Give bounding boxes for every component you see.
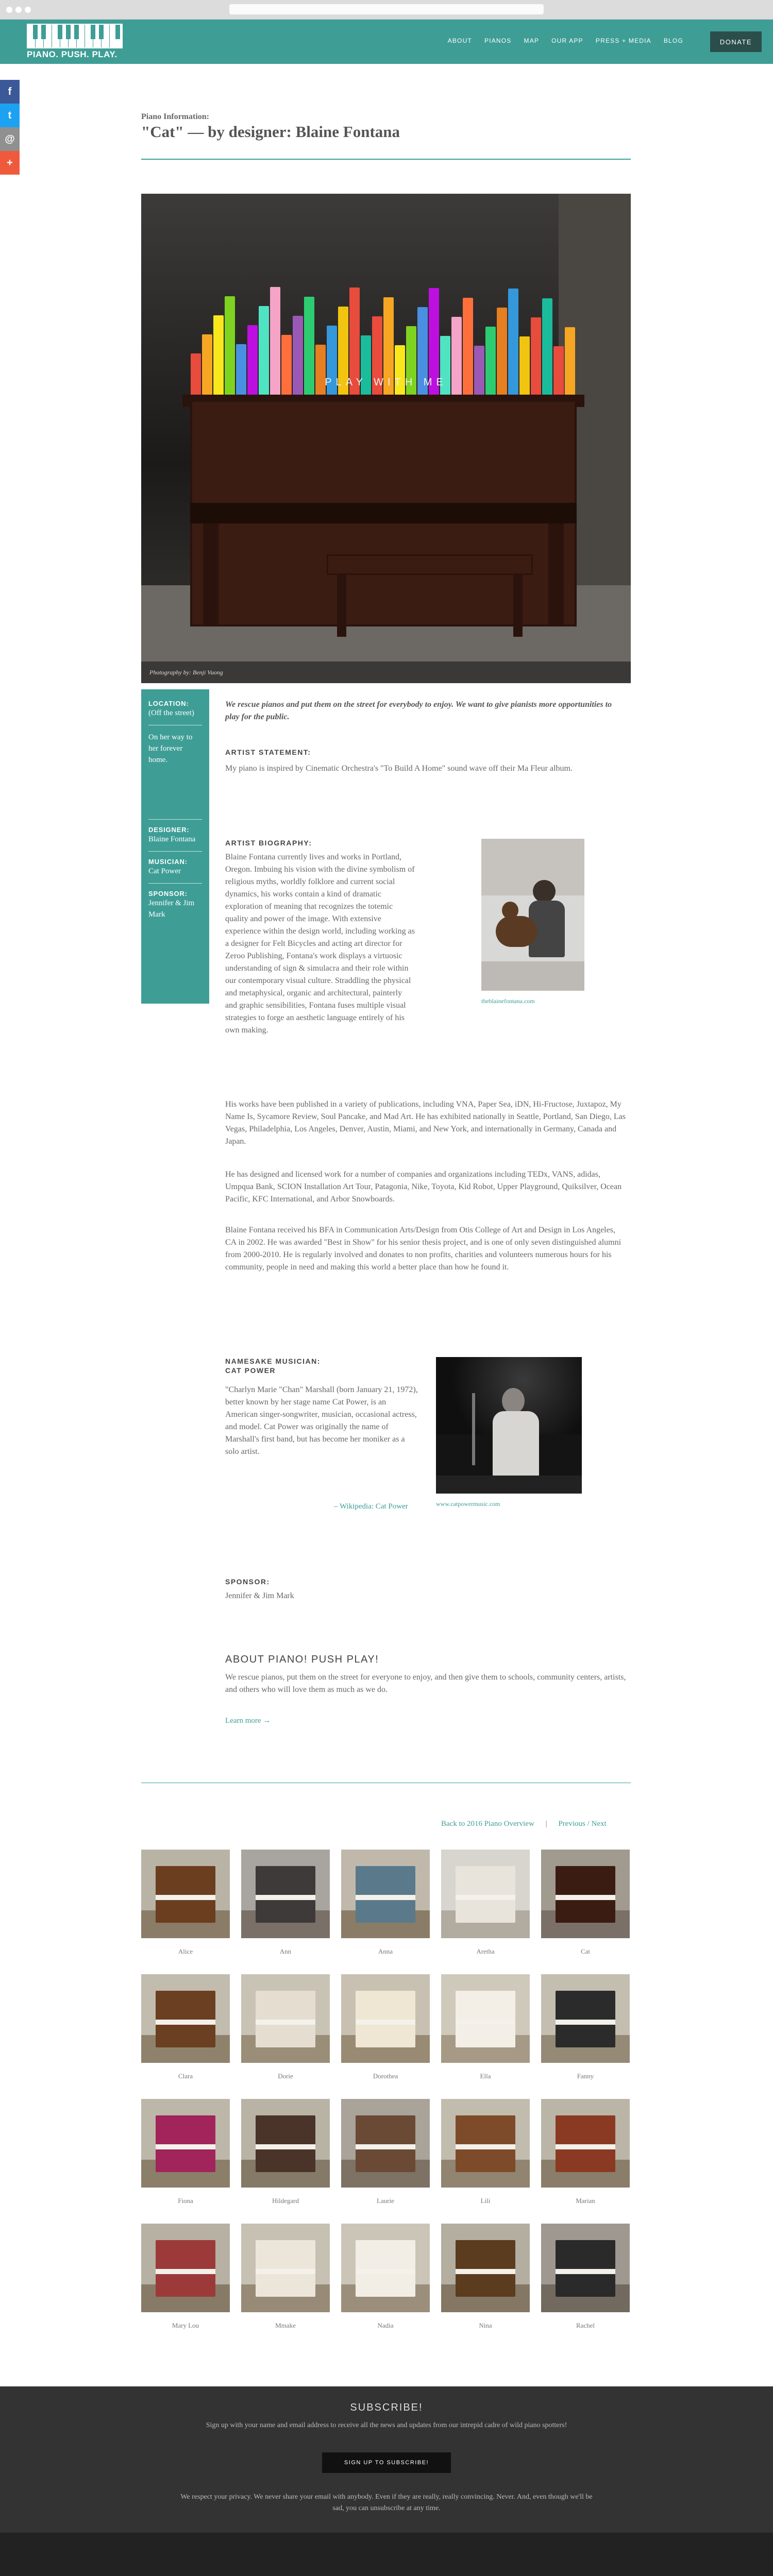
artist-biography-heading: ARTIST BIOGRAPHY: [225,839,312,847]
site-footer [0,2533,773,2576]
divider [148,851,202,852]
sponsor-value: Jennifer & Jim Mark [148,899,195,919]
thumbnail-piano [256,1991,315,2047]
thumbnail-piano [156,2240,215,2297]
thumbnail-keys [256,2269,315,2274]
piano-thumbnail[interactable] [141,1974,230,2063]
thumbnail-keys [256,2020,315,2025]
piano-thumbnail[interactable] [341,2099,430,2188]
piano-name[interactable]: Marian [576,2197,595,2205]
previous-next-link[interactable]: Previous / Next [558,1820,607,1828]
piano-thumbnail[interactable] [341,1974,430,2063]
window-dot [6,7,12,13]
bio-paragraph-3: He has designed and licensed work for a number of companies and organizations including TEDx, VANS, adidas, Umpqua Bank, SCION Installation Art Tour, Patagonia, Nike, Toyota, Kid Robot, Upper Playground, Quiksilver, Ocean Pacific, KFC International, and Arbor Snowboards. [225,1170,622,1204]
thumbnail-piano [556,1866,615,1923]
window-dot [15,7,22,13]
nav-map[interactable]: MAP [524,37,540,44]
piano-name[interactable]: Cat [580,1947,591,1955]
email-icon[interactable]: @ [0,127,20,151]
intro-text: We rescue pianos and put them on the street for everybody to enjoy. We want to give pianists more opportunities to play for the public. [225,700,612,721]
piano-name[interactable]: Dorie [278,2072,293,2080]
bio-paragraph-1: Blaine Fontana currently lives and works in Portland, Oregon. Imbuing his vision with the divine symbolism of religious myths, worldly folklore and current social dynamics, his works contain a kind of dramatic exploration of meaning that recognizes the totemic quality and power of the image. With extensive experience within the design world, including working as a designer for Felt Bicycles and acting art director for Zeroo Publishing, Fontana's work displays a virtuosic understanding of sign & simulacra and their role within our contemporary visual culture. Straddling the physical and metaphysical, organic and architectural, painterly and graphic sensibilities, Fontana fuses multiple visual strategies to forge an aesthetic language entirely of his own making. [225,853,415,1035]
musician-label: MUSICIAN: [148,858,188,866]
sponsor-heading: SPONSOR: [225,1578,270,1586]
photo-credit[interactable]: Photography by: Benji Vuong [149,669,223,676]
thumbnail-keys [356,2269,415,2274]
piano-thumbnail[interactable] [541,2099,630,2188]
thumbnail-piano [256,2115,315,2172]
piano-name[interactable]: Ella [480,2072,491,2080]
thumbnail-keys [556,1895,615,1900]
piano-name[interactable]: Nina [479,2321,492,2329]
bio-paragraph-2: His works have been published in a variety of publications, including VNA, Paper Sea, iDN, Hi-Fructose, Juxtapoz, My Name Is, Sycamore Review, Soul Pancake, and Mad Art. He has exhibited nationally in Seattle, Portland, San Diego, Las Vegas, Philadelphia, Los Angeles, Denver, Austin, Miami, and New York, and internationally in Germany, Canada and Japan. [225,1100,626,1146]
pager [441,1820,607,1828]
thumbnail-keys [256,2144,315,2149]
thumbnail-keys [456,2269,515,2274]
thumbnail-keys [156,2020,215,2025]
piano-leg [548,523,564,626]
thumbnail-keys [456,1895,515,1900]
piano-thumbnail[interactable] [241,1974,330,2063]
musician-heading: NAMESAKE MUSICIAN: [225,1357,321,1365]
color-bar [281,335,292,400]
color-bar [315,345,326,400]
thumbnail-keys [456,2020,515,2025]
thumbnail-keys [456,2144,515,2149]
artist-statement-heading: ARTIST STATEMENT: [225,748,311,756]
color-bar [395,345,405,400]
piano-text: PLAY WITH ME [325,377,447,388]
piano-thumbnail[interactable] [441,1974,530,2063]
piano-name[interactable]: Fiona [178,2197,193,2205]
page-title: "Cat" — by designer: Blaine Fontana [141,123,400,141]
color-bar [485,327,496,400]
color-bar [553,346,564,400]
bench-leg [513,575,523,637]
artist-photo [481,839,584,991]
piano-thumbnail[interactable] [441,1850,530,1938]
color-bar [565,327,575,400]
divider [148,883,202,884]
main-nav [448,37,683,44]
thumbnail-piano [256,1866,315,1923]
thumbnail-piano [456,1991,515,2047]
thumbnail-keys [156,2269,215,2274]
piano-name[interactable]: Fanny [577,2072,594,2080]
piano-name[interactable]: Lili [480,2197,491,2205]
thumbnail-piano [256,2240,315,2297]
piano-thumbnail[interactable] [341,2224,430,2312]
piano-keybed [190,503,577,523]
thumbnail-piano [356,2115,415,2172]
pager-separator: | [545,1820,547,1828]
thumbnail-piano [456,1866,515,1923]
thumbnail-piano [456,2115,515,2172]
subscribe-text: Sign up with your name and email address to receive all the news and updates from our intrepid cadre of wild piano spotters! [206,2421,567,2429]
piano-thumbnail[interactable] [341,1850,430,1938]
divider [148,819,202,820]
about-heading: ABOUT PIANO! PUSH PLAY! [225,1654,379,1665]
color-bar [440,336,450,400]
color-bar [474,346,484,400]
piano-name[interactable]: Dorothea [373,2072,398,2080]
thumbnail-keys [556,2144,615,2149]
piano-name[interactable]: Rachel [576,2321,595,2329]
piano-thumbnail[interactable] [141,1850,230,1938]
nav-press-media[interactable]: PRESS + MEDIA [595,37,651,44]
piano-thumbnail[interactable] [541,2224,630,2312]
piano-thumbnail[interactable] [141,2099,230,2188]
nav-blog[interactable]: BLOG [663,37,683,44]
facebook-icon[interactable]: f [0,80,20,104]
musician-value: Cat Power [148,867,181,875]
piano-name[interactable]: Hildegard [272,2197,299,2205]
color-bar [202,334,212,400]
designer-label: DESIGNER: [148,826,190,834]
artist-statement-text: My piano is inspired by Cinematic Orchestra's "To Build A Home" sound wave off their Ma Fleur album. [225,764,573,773]
bench-leg [337,575,346,637]
site-header [0,20,773,64]
location-status: On her way to her forever home. [148,733,193,764]
musician-website-link[interactable]: www.catpowermusic.com [436,1500,500,1507]
musician-photo [436,1357,582,1494]
piano-thumbnail[interactable] [241,1850,330,1938]
thumbnail-keys [356,1895,415,1900]
about-text: We rescue pianos, put them on the street for everyone to enjoy, and then give them to schools, community centers, artists, and others who will love them as much as we do. [225,1673,626,1694]
nav-our-app[interactable]: OUR APP [551,37,583,44]
thumbnail-keys [356,2020,415,2025]
piano-thumbnail[interactable] [241,2224,330,2312]
color-bar [406,326,416,400]
logo-text: PIANO. PUSH. PLAY. [27,49,117,59]
piano-name[interactable]: Nadia [377,2321,394,2329]
thumbnail-keys [156,2144,215,2149]
piano-info-box [141,689,209,1004]
nav-about[interactable]: ABOUT [447,37,472,44]
logo[interactable] [27,24,125,61]
twitter-icon[interactable]: t [0,104,20,127]
piano-thumbnail[interactable] [441,2099,530,2188]
color-bar [519,336,530,400]
location-label: LOCATION: [148,700,189,707]
thumbnail-keys [556,2020,615,2025]
piano-thumbnail[interactable] [241,2099,330,2188]
learn-more-link[interactable]: Learn more → [225,1717,271,1725]
subscribe-button[interactable]: SIGN UP TO SUBSCRIBE! [322,2452,451,2473]
piano-bench [327,554,533,575]
privacy-note: We respect your privacy. We never share your email with anybody. Even if they are really, really convincing. Never. And, even though we'll be sad, you can unsubscribe at any time. [180,2493,593,2512]
color-bar [361,335,371,400]
piano-name[interactable]: Aretha [476,1947,495,1955]
thumbnail-piano [156,1866,215,1923]
address-bar[interactable] [229,4,544,14]
piano-thumbnail[interactable] [541,1850,630,1938]
piano-name[interactable]: Laurie [377,2197,394,2205]
thumbnail-piano [356,2240,415,2297]
sponsor-text: Jennifer & Jim Mark [225,1591,294,1600]
thumbnail-keys [556,2269,615,2274]
piano-thumbnail[interactable] [541,1974,630,2063]
piano-name[interactable]: Mary Lou [172,2321,199,2329]
piano-thumbnail[interactable] [441,2224,530,2312]
subscribe-heading: SUBSCRIBE! [350,2402,423,2413]
thumbnail-piano [156,1991,215,2047]
back-to-overview-link[interactable]: Back to 2016 Piano Overview [441,1820,534,1828]
thumbnail-piano [556,2240,615,2297]
piano-name[interactable]: Mmake [275,2321,296,2329]
location-value: (Off the street) [148,709,194,717]
thumbnail-piano [556,1991,615,2047]
musician-name-heading: CAT POWER [225,1366,276,1375]
piano-name[interactable]: Anna [378,1947,393,1955]
piano-thumbnail[interactable] [141,2224,230,2312]
subscribe-section [0,2386,773,2533]
piano-name[interactable]: Alice [178,1947,193,1955]
donate-button[interactable]: DONATE [710,31,762,52]
piano-leg [203,523,219,626]
divider [141,159,631,160]
plus-icon[interactable]: + [0,151,20,175]
color-bar [236,344,246,400]
color-bar [327,326,337,400]
piano-name[interactable]: Ann [279,1947,292,1955]
artist-website-link[interactable]: theblainefontana.com [481,997,535,1005]
thumbnail-piano [556,2115,615,2172]
piano-name[interactable]: Clara [178,2072,193,2080]
designer-value: Blaine Fontana [148,835,196,843]
nav-pianos[interactable]: PIANOS [484,37,512,44]
thumbnail-keys [156,1895,215,1900]
photo-credit-bar [141,662,631,683]
thumbnail-keys [356,2144,415,2149]
hero-photo [141,194,631,683]
thumbnail-keys [256,1895,315,1900]
thumbnail-piano [356,1991,415,2047]
bio-paragraph-4: Blaine Fontana received his BFA in Communication Arts/Design from Otis College of Art and Design in Los Angeles, CA in 2002. He was awarded "Best in Show" for his senior thesis project, and is one of only seven distinguished alumni from 2000-2010. He is regularly involved and donates to non profits, charities and volunteers numerous hours for his community, people in need and making this world a better place than how he found it. [225,1226,621,1272]
thumbnail-piano [156,2115,215,2172]
browser-chrome [0,0,773,20]
sponsor-label: SPONSOR: [148,890,188,897]
wikipedia-link[interactable]: – Wikipedia: Cat Power [334,1502,408,1511]
musician-text: "Charlyn Marie "Chan" Marshall (born January 21, 1972), better known by her stage name Cat Power, is an American singer-songwriter, musician, occasional actress, and model. Cat Power was originally the name of Marshall's first band, but has become her moniker as a solo artist. [225,1385,418,1456]
page-kicker: Piano Information: [141,112,209,121]
window-dot [25,7,31,13]
piano-keys-logo-icon [27,24,123,48]
thumbnail-piano [456,2240,515,2297]
thumbnail-piano [356,1866,415,1923]
color-bar [247,325,258,400]
